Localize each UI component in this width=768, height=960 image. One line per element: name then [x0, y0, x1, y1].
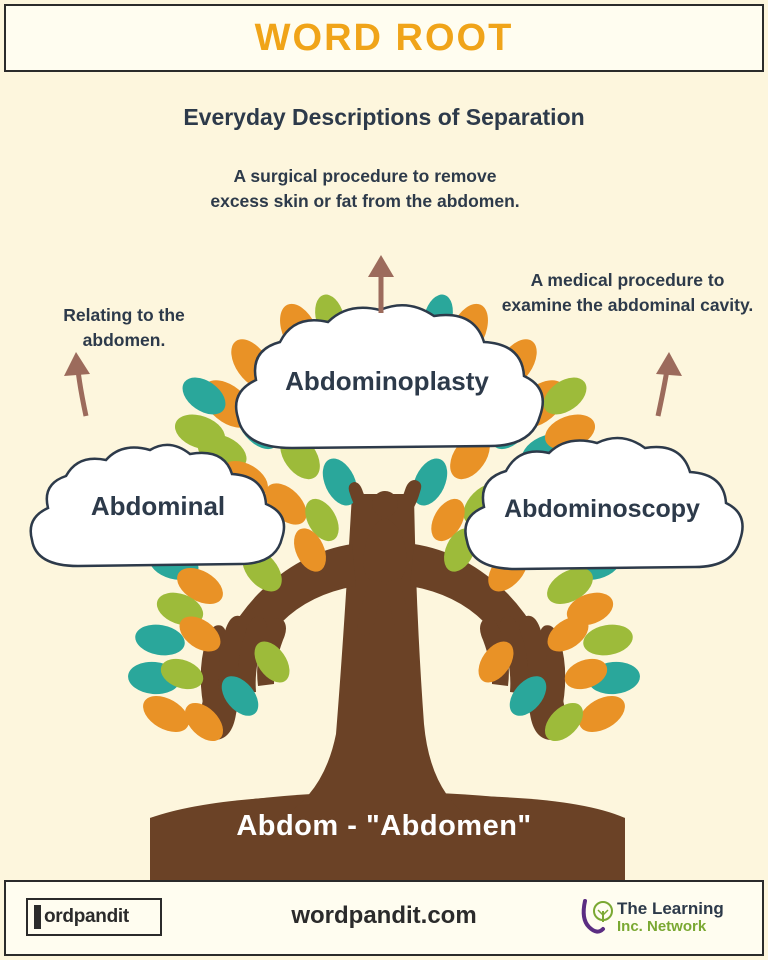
- network-line1: The Learning: [617, 898, 724, 918]
- header-bar: [4, 4, 764, 72]
- logo-text: ordpandit: [44, 906, 129, 927]
- note-abdominoplasty: A surgical procedure to remove excess skin or fat from the abdomen.: [210, 166, 520, 211]
- arrow-up-center: [358, 253, 404, 315]
- note-abdominoscopy: A medical procedure to examine the abdominal cavity.: [501, 270, 754, 315]
- tree-logo-icon: [575, 895, 613, 939]
- subtitle: Everyday Descriptions of Separation: [183, 104, 585, 130]
- page-title: WORD ROOT: [254, 16, 514, 59]
- arrow-up-right: [640, 348, 686, 418]
- word-label-abdominoscopy: Abdominoscopy: [504, 495, 700, 523]
- footer-site-url[interactable]: wordpandit.com: [291, 902, 477, 929]
- arrow-up-left: [60, 348, 106, 418]
- root-banner-text: Abdom - "Abdomen": [236, 810, 532, 842]
- word-label-abdominal: Abdominal: [90, 491, 226, 521]
- network-line2: Inc. Network: [617, 918, 707, 936]
- word-label-abdominoplasty: Abdominoplasty: [285, 366, 489, 396]
- note-abdominal: Relating to the abdomen.: [63, 305, 185, 350]
- learning-network-logo[interactable]: [575, 893, 750, 941]
- network-text: [617, 899, 724, 936]
